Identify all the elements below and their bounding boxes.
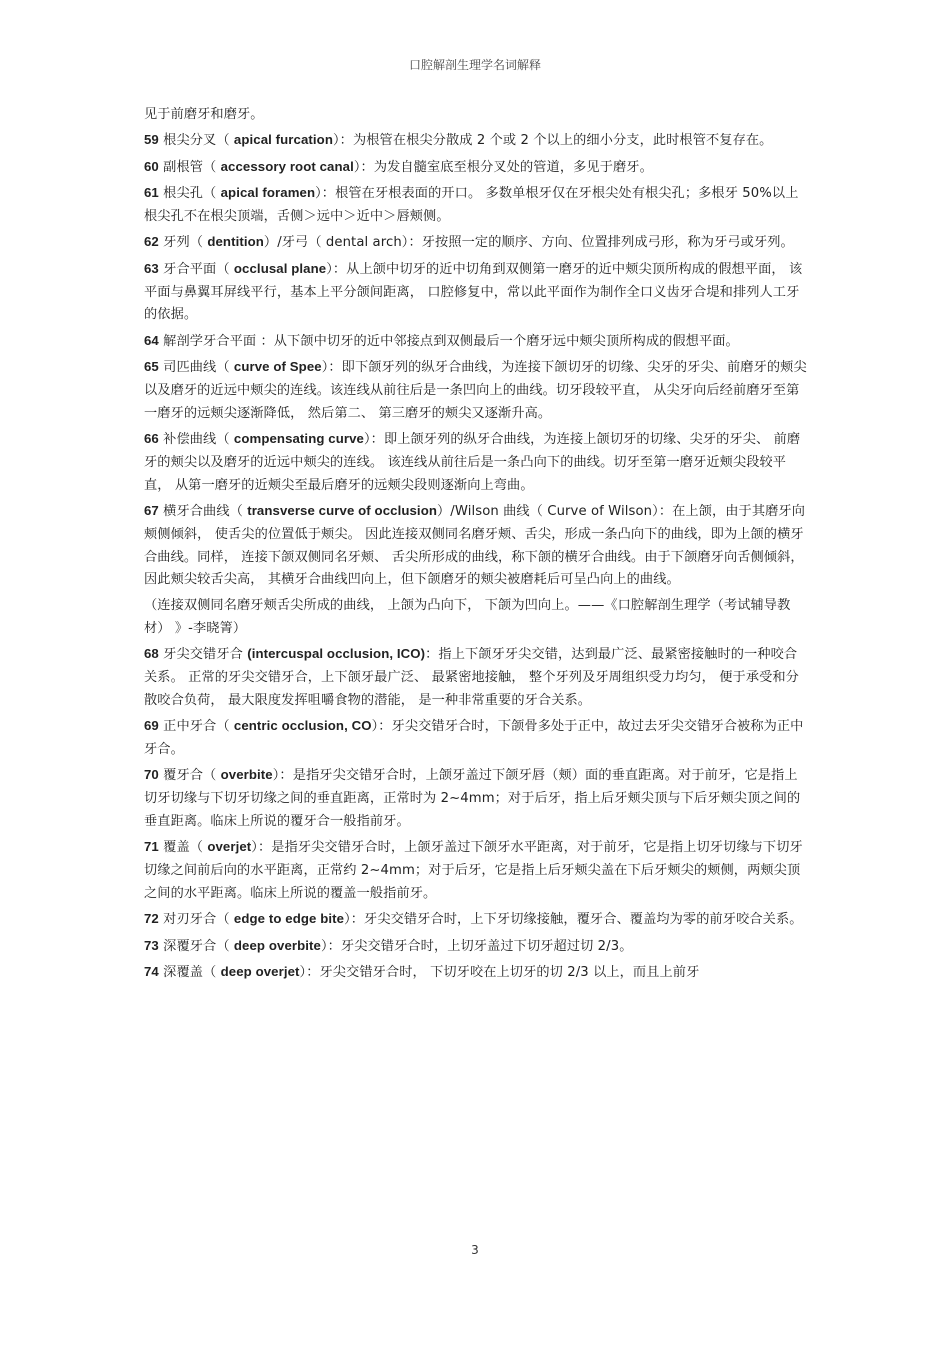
document-body: [144, 104, 808, 987]
entry-term: 根尖孔（: [163, 186, 217, 202]
entry-term: 牙合平面（: [163, 261, 230, 277]
entry-text: ）：牙尖交错牙合时，上切牙盖过下切牙超过切 2/3。: [320, 938, 633, 954]
entry-english-term: apical foramen: [220, 185, 316, 201]
entry-61: [144, 182, 808, 229]
entry-continuation: [144, 104, 808, 127]
entry-number: 68: [144, 646, 159, 662]
entry-text: ）：即上颌牙列的纵牙合曲线，为连接上颌切牙的切缘、尖牙的牙尖、 前磨牙的颊尖以及磨牙的近远中颊尖的连线。 该连线从前往后是一条凸向下的曲线。切牙至第一磨牙近颊尖段较平直， 从第一磨牙的近颊尖至最后磨牙的远颊尖段则逐渐向上弯曲。: [144, 432, 801, 493]
entry-term: 对刃牙合（: [163, 912, 230, 928]
entry-english-term: compensating curve: [233, 431, 364, 447]
entry-english-term: overjet: [207, 839, 252, 855]
entry-number: 63: [144, 260, 159, 276]
entry-term: 深覆牙合（: [163, 938, 230, 954]
entry-number: 70: [144, 767, 159, 783]
entry-term: 牙列（: [163, 235, 204, 251]
entry-english-term: deep overjet: [220, 963, 300, 979]
entry-term: 覆盖（: [163, 840, 204, 856]
entry-70: [144, 764, 808, 833]
entry-text: ）：是指牙尖交错牙合时，上颌牙盖过下颌牙水平距离，对于前牙，它是指上切牙切缘与下切牙切缘之间前后向的水平距离，正常约 2~4mm；对于后牙，它是指上后牙颊尖盖在下后牙颊尖的颊侧，两颊尖顶之间的水平距离。临床上所说的覆盖一般指前牙。: [144, 840, 803, 901]
entry-number: 67: [144, 503, 159, 519]
entry-number: 61: [144, 185, 159, 201]
entry-english-term: centric occlusion, CO: [233, 718, 372, 734]
entry-term: 解剖学牙合平面: [163, 333, 257, 349]
entry-59: [144, 129, 808, 153]
entry-text: ）：为根管在根尖分散成 2 个或 2 个以上的细小分支，此时根管不复存在。: [332, 133, 773, 149]
entry-text: ）：根管在牙根表面的开口。 多数单根牙仅在牙根尖处有根尖孔；多根牙 50%以上根尖孔不在根尖顶端，舌侧＞远中＞近中＞唇颊侧。: [144, 186, 799, 224]
entry-english-term: overbite: [220, 767, 273, 783]
entry-72: [144, 908, 808, 932]
entry-64: [144, 330, 808, 354]
entry-text: ）：是指牙尖交错牙合时，上颌牙盖过下颌牙唇（颊）面的垂直距离。对于前牙，它是指上切牙切缘与下切牙切缘之间的垂直距离，正常时为 2~4mm；对于后牙，指上后牙颊尖顶与下后牙颊尖顶之间的垂直距离。临床上所说的覆牙合一般指前牙。: [144, 768, 801, 829]
entry-text: ）：牙尖交错牙合时，上下牙切缘接触，覆牙合、覆盖均为零的前牙咬合关系。: [344, 912, 803, 928]
entry-71: [144, 836, 808, 905]
entry-english-term: (intercuspal occlusion, ICO): [247, 646, 426, 662]
entry-number: 65: [144, 359, 159, 375]
entry-69: [144, 715, 808, 762]
entry-text: ）：从上颌中切牙的近中切角到双侧第一磨牙的近中颊尖顶所构成的假想平面， 该平面与鼻翼耳屏线平行，基本上平分颌间距离， 口腔修复中，常以此平面作为制作全口义齿牙合堤和排列人工牙的依据。: [144, 261, 803, 323]
entry-67: [144, 500, 808, 592]
entry-text: （连接双侧同名磨牙颊舌尖所成的曲线， 上颌为凸向下， 下颌为凹向上。——《口腔解剖生理学（考试辅导教材） 》-李晓箐）: [144, 597, 791, 636]
page-number: 3: [471, 1243, 479, 1257]
entry-term: 根尖分叉（: [163, 133, 230, 149]
entry-text: ）：牙尖交错牙合时， 下切牙咬在上切牙的切 2/3 以上，而且上前牙: [299, 964, 700, 980]
entry-number: 62: [144, 234, 159, 250]
entry-text: ）/牙弓（ dental arch）：牙按照一定的顺序、方向、位置排列成弓形，称为牙弓或牙列。: [263, 235, 794, 251]
entry-67-note: [144, 595, 808, 641]
entry-number: 72: [144, 911, 159, 927]
entry-text: ：从下颌中切牙的近中邻接点到双侧最后一个磨牙远中颊尖顶所构成的假想平面。: [260, 333, 739, 349]
entry-term: 横牙合曲线（: [163, 504, 243, 520]
entry-english-term: dentition: [207, 234, 264, 250]
entry-65: [144, 356, 808, 425]
entry-text: 见于前磨牙和磨牙。: [144, 107, 264, 122]
entry-text: ）：牙尖交错牙合时，下颌骨多处于正中，故过去牙尖交错牙合被称为正中牙合。: [144, 719, 804, 757]
entry-number: 66: [144, 431, 159, 447]
entry-60: [144, 156, 808, 180]
entry-english-term: transverse curve of occlusion: [247, 503, 438, 519]
entry-english-term: edge to edge bite: [233, 911, 345, 927]
entry-english-term: deep overbite: [233, 937, 321, 953]
entry-62: [144, 231, 808, 255]
entry-english-term: apical furcation: [233, 132, 333, 148]
entry-number: 64: [144, 332, 159, 348]
entry-number: 73: [144, 937, 159, 953]
entry-english-term: occlusal plane: [233, 260, 327, 276]
entry-number: 74: [144, 963, 159, 979]
entry-term: 补偿曲线（: [163, 432, 230, 448]
entry-text: ：指上下颌牙牙尖交错，达到最广泛、最紧密接触时的一种咬合关系。 正常的牙尖交错牙合，上下颌牙最广泛、 最紧密地接触， 整个牙列及牙周组织受力均匀， 便于承受和分散咬合负荷， 最大限度发挥咀嚼食物的潜能， 是一种非常重要的牙合关系。: [144, 647, 799, 708]
entry-term: 司匹曲线（: [163, 360, 230, 376]
entry-term: 正中牙合（: [163, 719, 230, 735]
entry-74: [144, 961, 808, 985]
entry-term: 牙尖交错牙合: [163, 647, 243, 663]
entry-73: [144, 935, 808, 959]
entry-text: ）：为发自髓室底至根分叉处的管道，多见于磨牙。: [353, 159, 653, 175]
entry-english-term: curve of Spee: [233, 359, 322, 375]
entry-term: 覆牙合（: [163, 768, 217, 784]
entry-number: 71: [144, 839, 159, 855]
entry-66: [144, 428, 808, 497]
entry-number: 69: [144, 718, 159, 734]
page-header-title: 口腔解剖生理学名词解释: [408, 58, 541, 72]
entry-68: [144, 643, 808, 712]
entry-63: [144, 258, 808, 327]
entry-text: ）：即下颌牙列的纵牙合曲线，为连接下颌切牙的切缘、尖牙的牙尖、前磨牙的颊尖以及磨牙的近远中颊尖的连线。该连线从前往后是一条凹向上的曲线。切牙段较平直， 从尖牙向后经前磨牙至第一磨牙的远颊尖逐渐降低， 然后第二、 第三磨牙的颊尖又逐渐升高。: [144, 360, 807, 421]
entry-number: 60: [144, 158, 159, 174]
entry-number: 59: [144, 132, 159, 148]
entry-english-term: accessory root canal: [220, 158, 354, 174]
entry-term: 深覆盖（: [163, 964, 217, 980]
entry-term: 副根管（: [163, 159, 217, 175]
entry-text: ）/Wilson 曲线（ Curve of Wilson）：在上颌，由于其磨牙向颊侧倾斜， 使舌尖的位置低于颊尖。 因此连接双侧同名磨牙颊、舌尖，形成一条凸向下的曲线，即为上颌的横牙合曲线。同样， 连接下颌双侧同名牙颊、 舌尖所形成的曲线，称下颌的横牙合曲线。由于下颌磨牙向舌侧倾斜，因此颊尖较舌尖高， 其横牙合曲线凹向上，但下颌磨牙的颊尖被磨耗后可呈凸向上的曲线。: [144, 504, 805, 588]
